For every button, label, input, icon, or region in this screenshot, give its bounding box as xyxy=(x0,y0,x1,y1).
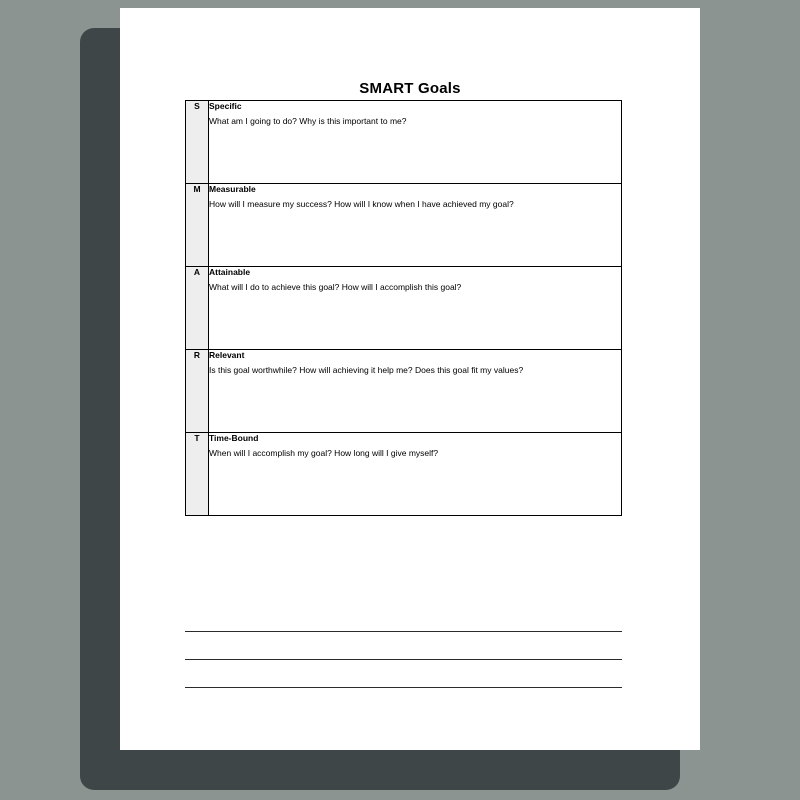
smart-goals-table xyxy=(185,100,622,516)
row-letter-s: S xyxy=(186,101,209,184)
table-row xyxy=(186,184,622,267)
blank-line-1[interactable] xyxy=(185,604,622,632)
row-prompt-relevant: Is this goal worthwhile? How will achieving it help me? Does this goal fit my values? xyxy=(209,364,524,375)
row-body-relevant[interactable] xyxy=(209,350,622,433)
table-row xyxy=(186,350,622,433)
row-title-relevant: Relevant xyxy=(209,350,245,360)
row-title-specific: Specific xyxy=(209,101,242,111)
row-body-attainable[interactable] xyxy=(209,267,622,350)
table-row xyxy=(186,433,622,516)
page-title: SMART Goals xyxy=(359,80,461,97)
row-title-time-bound: Time-Bound xyxy=(209,433,259,443)
blank-line-2[interactable] xyxy=(185,632,622,660)
row-letter-r: R xyxy=(186,350,209,433)
document-page xyxy=(120,8,700,750)
table-row xyxy=(186,101,622,184)
row-body-measurable[interactable] xyxy=(209,184,622,267)
blank-line-3[interactable] xyxy=(185,660,622,688)
row-letter-a: A xyxy=(186,267,209,350)
row-body-specific[interactable] xyxy=(209,101,622,184)
row-prompt-attainable: What will I do to achieve this goal? How will I accomplish this goal? xyxy=(209,281,462,292)
row-prompt-time-bound: When will I accomplish my goal? How long will I give myself? xyxy=(209,447,439,458)
row-title-attainable: Attainable xyxy=(209,267,251,277)
row-title-measurable: Measurable xyxy=(209,184,256,194)
smart-goals-table-body xyxy=(186,101,622,516)
table-row xyxy=(186,267,622,350)
row-body-time-bound[interactable] xyxy=(209,433,622,516)
blank-writing-lines xyxy=(185,604,622,688)
row-letter-m: M xyxy=(186,184,209,267)
row-prompt-specific: What am I going to do? Why is this important to me? xyxy=(209,115,407,126)
row-letter-t: T xyxy=(186,433,209,516)
row-prompt-measurable: How will I measure my success? How will I know when I have achieved my goal? xyxy=(209,198,514,209)
